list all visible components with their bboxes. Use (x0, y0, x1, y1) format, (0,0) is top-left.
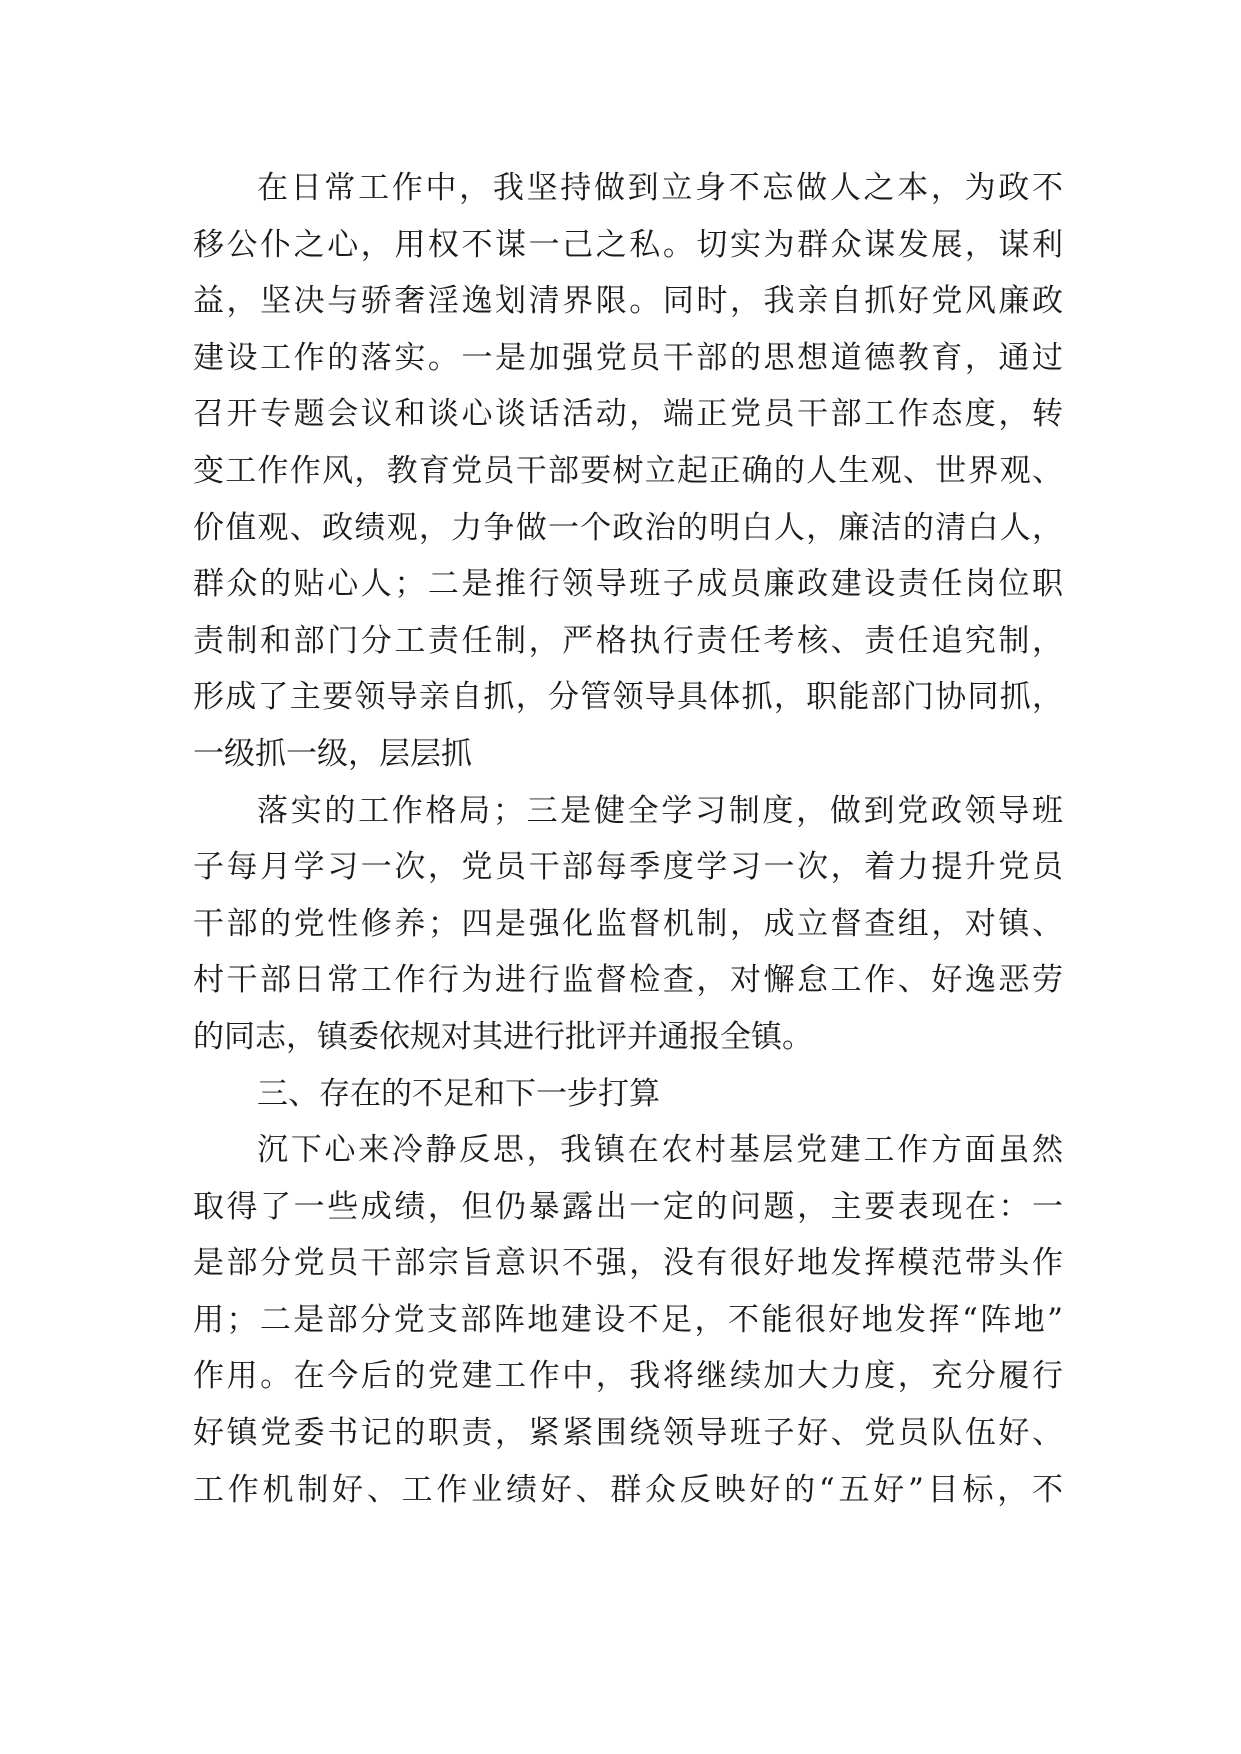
text-line: 形成了主要领导亲自抓，分管领导具体抓，职能部门协同抓， (193, 679, 1063, 716)
text-line: 群众的贴心人；二是推行领导班子成员廉政建设责任岗位职 (193, 566, 1063, 603)
paragraph-first-line: 落实的工作格局；三是健全学习制度，做到党政领导班 (257, 792, 1063, 829)
text-line: 建设工作的落实。一是加强党员干部的思想道德教育，通过 (193, 339, 1063, 376)
text-line: 一级抓一级，层层抓 (193, 735, 472, 772)
text-line: 作用。在今后的党建工作中，我将继续加大力度，充分履行 (193, 1358, 1063, 1395)
body-text (193, 160, 1063, 1518)
text-line: 价值观、政绩观，力争做一个政治的明白人，廉洁的清白人， (193, 509, 1063, 546)
text-line: 变工作作风，教育党员干部要树立起正确的人生观、世界观、 (193, 452, 1063, 489)
text-line: 是部分党员干部宗旨意识不强，没有很好地发挥模范带头作 (193, 1245, 1063, 1282)
text-line: 取得了一些成绩，但仍暴露出一定的问题，主要表现在：一 (193, 1188, 1063, 1225)
paragraph-first-line: 沉下心来冷静反思，我镇在农村基层党建工作方面虽然 (257, 1132, 1063, 1169)
paragraph-first-line: 在日常工作中，我坚持做到立身不忘做人之本，为政不 (257, 170, 1063, 206)
text-line: 干部的党性修养；四是强化监督机制，成立督查组，对镇、 (193, 905, 1063, 942)
text-line: 村干部日常工作行为进行监督检查，对懈怠工作、好逸恶劳 (193, 962, 1063, 999)
text-line: 益，坚决与骄奢淫逸划清界限。同时，我亲自抓好党风廉政 (193, 283, 1063, 320)
text-line: 召开专题会议和谈心谈话活动，端正党员干部工作态度，转 (193, 396, 1063, 433)
paragraph-first-line: 三、存在的不足和下一步打算 (257, 1075, 660, 1112)
text-line: 移公仆之心，用权不谋一己之私。切实为群众谋发展，谋利 (193, 226, 1063, 263)
text-line: 责制和部门分工责任制，严格执行责任考核、责任追究制， (193, 622, 1063, 659)
text-line: 好镇党委书记的职责，紧紧围绕领导班子好、党员队伍好、 (193, 1415, 1063, 1452)
text-line: 工作机制好、工作业绩好、群众反映好的“五好”目标，不 (193, 1471, 1063, 1508)
text-line: 子每月学习一次，党员干部每季度学习一次，着力提升党员 (193, 849, 1063, 886)
text-line: 用；二是部分党支部阵地建设不足，不能很好地发挥“阵地” (193, 1301, 1063, 1338)
text-line: 的同志，镇委依规对其进行批评并通报全镇。 (193, 1018, 813, 1055)
